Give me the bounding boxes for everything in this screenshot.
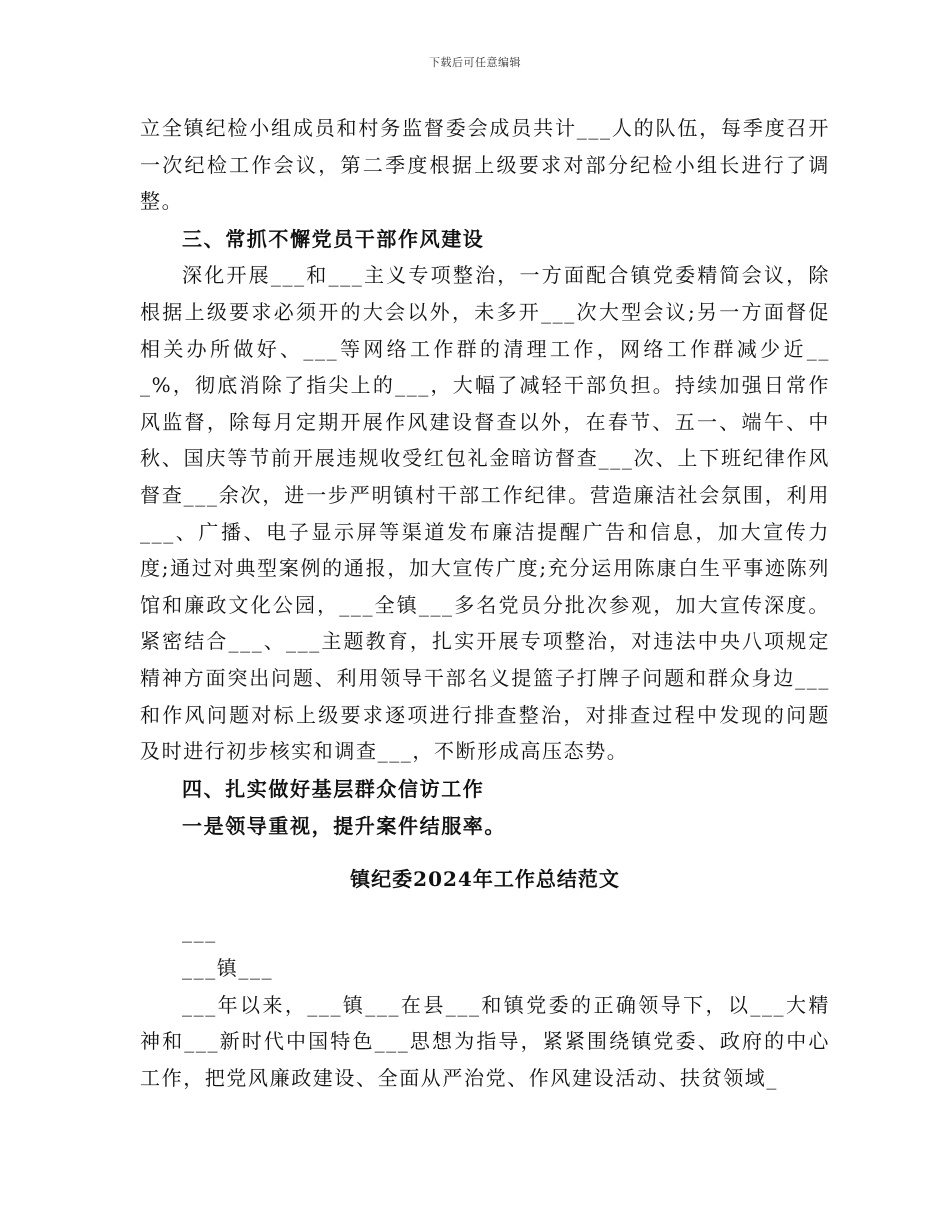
document-body [140, 110, 830, 1096]
paragraph-work-style: 深化开展___和___主义专项整治，一方面配合镇党委精简会议，除根据上级要求必须开的大会以外，未多开___次大型会议;另一方面督促相关办所做好、___等网络工作群的清理工作，网络工作群减少近___%，彻底消除了指尖上的___，大幅了减轻干部负担。持续加强日常作风监督，除每月定期开展作风建设督查以外，在春节、五一、端午、中秋、国庆等节前开展违规收受红包礼金暗访督查___次、上下班纪律作风督查___余次，进一步严明镇村干部工作纪律。营造廉洁社会氛围，利用___、广播、电子显示屏等渠道发布廉洁提醒广告和信息，加大宣传力度;通过对典型案例的通报，加大宣传广度;充分运用陈康白生平事迹陈列馆和廉政文化公园，___全镇___多名党员分批次参观，加大宣传深度。紧密结合___、___主题教育，扎实开展专项整治，对违法中央八项规定精神方面突出问题、利用领导干部名义提篮子打牌子问题和群众身边___和作风问题对标上级要求逐项进行排查整治，对排查过程中发现的问题及时进行初步核实和调查___，不断形成高压态势。 [140, 263, 830, 764]
page-header: 下载后可任意编辑 [429, 56, 521, 69]
author-line: ___镇___ [182, 956, 274, 981]
paragraph-intro: ___年以来，___镇___在县___和镇党委的正确领导下，以___大精神和___新时代中国特色___思想为指导，紧紧围绕镇党委、政府的中心工作，把党风廉政建设、全面从严治党、作风建设活动、扶贫领域_ [140, 992, 830, 1090]
blank-line: ___ [182, 919, 217, 944]
paragraph-team-composition: 立全镇纪检小组成员和村务监督委会成员共计___人的队伍，每季度召开一次纪检工作会议，第二季度根据上级要求对部分纪检小组长进行了调整。 [140, 116, 830, 214]
section-heading-3: 三、常抓不懈党员干部作风建设 [182, 226, 485, 251]
subsection-heading-1: 一是领导重视，提升案件结服率。 [182, 814, 506, 839]
document-title: 镇纪委2024年工作总结范文 [350, 866, 620, 891]
section-heading-4: 四、扎实做好基层群众信访工作 [182, 776, 485, 801]
